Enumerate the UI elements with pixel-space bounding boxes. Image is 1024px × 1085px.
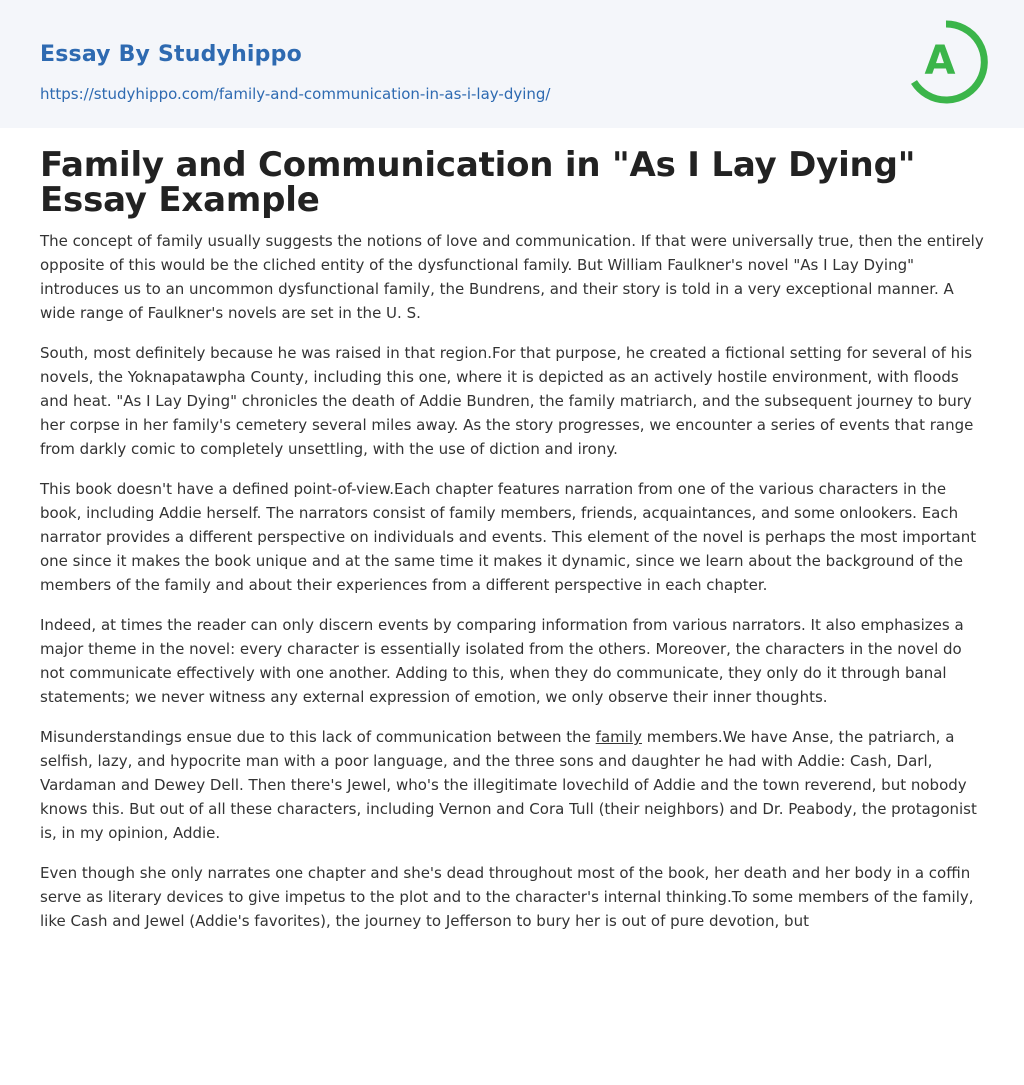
paragraph-1: The concept of family usually suggests the notions of love and communication. If that were universally true, then the entirely opposite of this would be the cliched entity of the dysfunctional family. But William Faulkner's novel "As I Lay Dying" introduces us to an uncommon dysfunctional family, the Bundrens, and their story is told in a very exceptional manner. A wide range of Faulkner's novels are set in the U. S. xyxy=(40,232,984,322)
family-link[interactable]: family xyxy=(595,728,642,746)
paragraph-5-start: Misunderstandings ensue due to this lack of communication between the xyxy=(40,728,596,746)
page-url-link[interactable]: https://studyhippo.com/family-and-communication-in-as-i-lay-dying/ xyxy=(40,85,551,103)
logo-letter: A xyxy=(924,38,956,84)
paragraph-3: This book doesn't have a defined point-of-view.Each chapter features narration from one of the various characters in the book, including Addie herself. The narrators consist of family members, friends, acquaintances, and some onlookers. Each narrator provides a different perspective on individuals and events. This element of the novel is perhaps the most important one since it makes the book unique and at the same time it makes it dynamic, since we learn about the background of the members of the family and about their experiences from a different perspective in each chapter. xyxy=(40,480,977,594)
paragraph-6: Even though she only narrates one chapter and she's dead throughout most of the book, her death and her body in a coffin serve as literary devices to give impetus to the plot and to the character's internal thinking.To some members of the family, like Cash and Jewel (Addie's favorites), the journey to Jefferson to bury her is out of pure devotion, but xyxy=(40,864,974,930)
paragraph-5-end: members.We have Anse, the patriarch, a selfish, lazy, and hypocrite man with a poor language, and the three sons and daughter he had with Addie: Cash, Darl, Vardaman and Dewey Dell. Then there's Jewel, who's the illegitimate lovechild of Addie and the town reverend, but nobody knows this. But out of all these characters, including Vernon and Cora Tull (their neighbors) and Dr. Peabody, the protagonist is, in my opinion, Addie. xyxy=(40,728,977,842)
site-header xyxy=(0,0,1024,128)
paragraph-2: South, most definitely because he was raised in that region.For that purpose, he created a fictional setting for several of his novels, the Yoknapatawpha County, including this one, where it is depicted as an actively hostile environment, with floods and heat. "As I Lay Dying" chronicles the death of Addie Bundren, the family matriarch, and the subsequent journey to bury her corpse in her family's cemetery several miles away. As the story progresses, we encounter a series of events that range from darkly comic to completely unsettling, with the use of diction and irony. xyxy=(40,344,974,458)
paragraph-4: Indeed, at times the reader can only discern events by comparing information from various narrators. It also emphasizes a major theme in the novel: every character is essentially isolated from the others. Moreover, the characters in the novel do not communicate effectively with one another. Adding to this, when they do communicate, they only do it through banal statements; we never witness any external expression of emotion, we only observe their inner thoughts. xyxy=(40,616,964,706)
brand-title[interactable]: Essay By Studyhippo xyxy=(40,42,302,67)
essay-body xyxy=(40,229,988,949)
paragraph-5 xyxy=(40,725,988,845)
page-title: Family and Communication in "As I Lay Dying" Essay Example xyxy=(40,145,916,220)
studyhippo-logo-icon[interactable] xyxy=(904,18,988,106)
